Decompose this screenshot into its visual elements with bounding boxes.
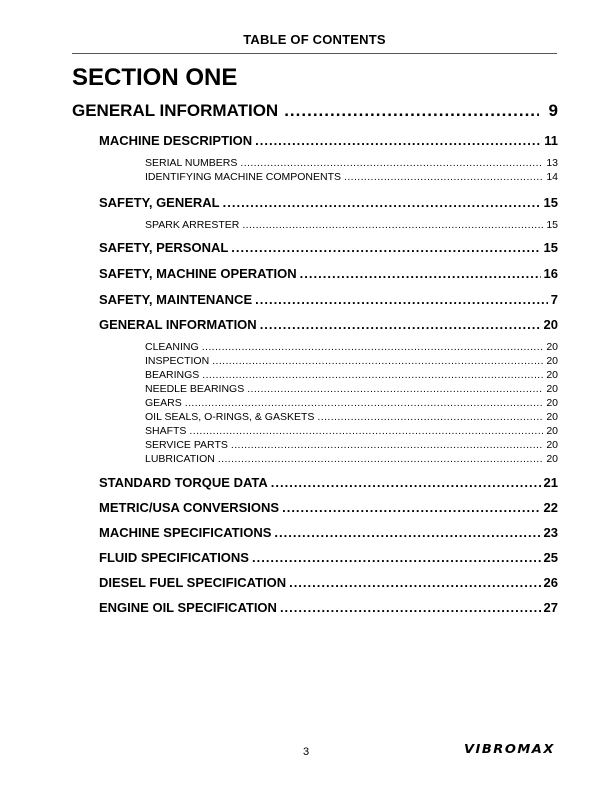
- toc-entry-machine-description[interactable]: [99, 133, 558, 148]
- dot-leader: [255, 292, 548, 307]
- toc-entry-page: 15: [543, 240, 558, 255]
- dot-leader: [242, 219, 543, 231]
- toc-entry-page: 14: [546, 171, 558, 183]
- dot-leader: [252, 550, 541, 565]
- toc-entry-machine-specifications[interactable]: [99, 525, 558, 540]
- toc-entry-safety-machine-operation[interactable]: [99, 266, 558, 281]
- toc-entry-page: 20: [546, 425, 558, 437]
- toc-entry-label: SHAFTS: [145, 425, 187, 437]
- dot-leader: [274, 525, 540, 540]
- toc-entry-bearings[interactable]: [145, 369, 558, 381]
- toc-entry-label: BEARINGS: [145, 369, 200, 381]
- toc-entry-page: 23: [543, 525, 558, 540]
- toc-entry-shafts[interactable]: [145, 425, 558, 437]
- dot-leader: [271, 475, 541, 490]
- dot-leader: [189, 425, 543, 437]
- toc-entry-spark-arrester[interactable]: [145, 219, 558, 231]
- toc-entry-oil-seals[interactable]: [145, 411, 558, 423]
- dot-leader: [202, 341, 544, 353]
- toc-entry-needle-bearings[interactable]: [145, 383, 558, 395]
- toc-entry-safety-maintenance[interactable]: [99, 292, 558, 307]
- toc-entry-label: IDENTIFYING MACHINE COMPONENTS: [145, 171, 342, 183]
- toc-entry-page: 20: [546, 369, 558, 381]
- toc-entry-label: SAFETY, MAINTENANCE: [99, 292, 253, 307]
- dot-leader: [231, 439, 543, 451]
- dot-leader: [247, 383, 543, 395]
- dot-leader: [255, 133, 541, 148]
- toc-entry-label: SAFETY, PERSONAL: [99, 240, 229, 255]
- dot-leader: [212, 355, 543, 367]
- toc-entry-page: 22: [543, 500, 558, 515]
- toc-entry-page: 20: [546, 383, 558, 395]
- toc-entry-page: 20: [546, 355, 558, 367]
- toc-entry-service-parts[interactable]: [145, 439, 558, 451]
- dot-leader: [282, 500, 540, 515]
- toc-entry-label: SERIAL NUMBERS: [145, 157, 238, 169]
- toc-entry-page: 16: [543, 266, 558, 281]
- page-number: 3: [302, 746, 310, 758]
- toc-entry-engine-oil-specification[interactable]: [99, 600, 558, 615]
- toc-entry-label: STANDARD TORQUE DATA: [99, 475, 268, 490]
- page-header: TABLE OF CONTENTS: [243, 32, 386, 47]
- toc-entry-page: 20: [546, 411, 558, 423]
- toc-entry-page: 20: [546, 341, 558, 353]
- dot-leader: [284, 101, 538, 121]
- vibromax-logo: VIBROMAX: [464, 742, 555, 757]
- toc-entry-label: FLUID SPECIFICATIONS: [99, 550, 249, 565]
- dot-leader: [231, 240, 540, 255]
- toc-entry-label: SERVICE PARTS: [145, 439, 228, 451]
- toc-entry-label: OIL SEALS, O-RINGS, & GASKETS: [145, 411, 315, 423]
- toc-entry-page: 26: [543, 575, 558, 590]
- toc-entry-page: 11: [544, 133, 558, 148]
- toc-entry-inspection[interactable]: [145, 355, 558, 367]
- dot-leader: [300, 266, 541, 281]
- toc-entry-fluid-specifications[interactable]: [99, 550, 558, 565]
- toc-entry-page: 13: [546, 157, 558, 169]
- dot-leader: [223, 195, 541, 210]
- toc-entry-label: SAFETY, MACHINE OPERATION: [99, 266, 297, 281]
- toc-entry-general-information-sub[interactable]: [99, 317, 558, 332]
- toc-entry-label: METRIC/USA CONVERSIONS: [99, 500, 280, 515]
- section-title: SECTION ONE: [72, 64, 238, 91]
- toc-entry-page: 25: [543, 550, 558, 565]
- toc-entry-page: 20: [546, 453, 558, 465]
- toc-entry-cleaning[interactable]: [145, 341, 558, 353]
- toc-entry-label: SPARK ARRESTER: [145, 219, 240, 231]
- toc-entry-identifying-components[interactable]: [145, 171, 558, 183]
- toc-entry-label: MACHINE DESCRIPTION: [99, 133, 253, 148]
- dot-leader: [280, 600, 541, 615]
- toc-entry-label: INSPECTION: [145, 355, 210, 367]
- dot-leader: [289, 575, 540, 590]
- dot-leader: [344, 171, 543, 183]
- dot-leader: [317, 411, 543, 423]
- toc-entry-page: 7: [550, 292, 558, 307]
- toc-entry-label: GENERAL INFORMATION: [72, 101, 279, 120]
- header-divider: [72, 53, 557, 54]
- toc-entry-page: 20: [546, 439, 558, 451]
- toc-entry-label: SAFETY, GENERAL: [99, 195, 220, 210]
- toc-entry-page: 20: [543, 317, 558, 332]
- dot-leader: [202, 369, 543, 381]
- toc-entry-label: GENERAL INFORMATION: [99, 317, 257, 332]
- dot-leader: [218, 453, 543, 465]
- toc-entry-diesel-fuel-specification[interactable]: [99, 575, 558, 590]
- toc-entry-label: MACHINE SPECIFICATIONS: [99, 525, 272, 540]
- toc-entry-page: 9: [548, 101, 558, 120]
- toc-entry-metric-usa-conversions[interactable]: [99, 500, 558, 515]
- toc-entry-page: 15: [546, 219, 558, 231]
- toc-entry-label: ENGINE OIL SPECIFICATION: [99, 600, 277, 615]
- toc-entry-lubrication[interactable]: [145, 453, 558, 465]
- dot-leader: [240, 157, 543, 169]
- toc-entry-general-information[interactable]: [72, 101, 558, 121]
- toc-entry-label: CLEANING: [145, 341, 199, 353]
- toc-entry-label: LUBRICATION: [145, 453, 215, 465]
- toc-entry-page: 21: [543, 475, 558, 490]
- toc-entry-label: NEEDLE BEARINGS: [145, 383, 245, 395]
- toc-entry-standard-torque-data[interactable]: [99, 475, 558, 490]
- toc-entry-safety-personal[interactable]: [99, 240, 558, 255]
- dot-leader: [260, 317, 541, 332]
- toc-entry-page: 20: [546, 397, 558, 409]
- dot-leader: [185, 397, 544, 409]
- toc-entry-page: 27: [543, 600, 558, 615]
- toc-entry-label: GEARS: [145, 397, 182, 409]
- toc-entry-serial-numbers[interactable]: [145, 157, 558, 169]
- toc-entry-gears[interactable]: [145, 397, 558, 409]
- toc-entry-safety-general[interactable]: [99, 195, 558, 210]
- toc-entry-label: DIESEL FUEL SPECIFICATION: [99, 575, 287, 590]
- toc-entry-page: 15: [543, 195, 558, 210]
